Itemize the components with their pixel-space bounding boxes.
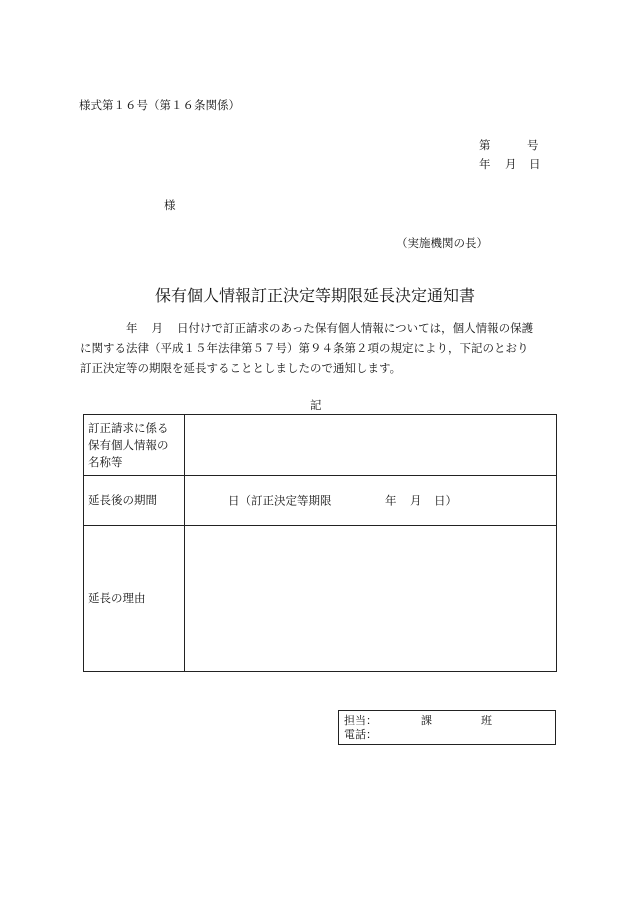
date-year: 年 [479,157,491,171]
contact-han-label: 班 [481,714,492,727]
body-month: 月 [151,321,163,335]
body-line-2: に関する法律（平成１５年法律第５７号）第９４条第２項の規定により，下記のとおり [80,341,529,355]
row2-value[interactable] [185,476,557,526]
notice-table [83,414,557,672]
contact-tanto-label: 担当： [344,714,377,727]
date-day: 日 [529,157,541,171]
period-year: 年 [385,493,397,507]
row1-label-line-2: 保有個人情報の [88,437,169,452]
table-row-extended-period [84,476,557,526]
body-line-1-text: 日付けで訂正請求のあった保有個人情報については，個人情報の保護 [177,321,534,335]
document-title: 保有個人情報訂正決定等期限延長決定通知書 [154,286,475,305]
row3-value[interactable] [185,526,557,672]
contact-phone-label: 電話： [344,728,377,741]
body-line-1 [80,318,560,338]
row2-label: 延長後の期間 [84,476,185,526]
body-year: 年 [126,321,138,335]
doc-number-prefix: 第 [479,138,491,152]
period-month: 月 [410,493,422,507]
contact-box [338,710,556,745]
row1-value[interactable] [185,415,557,476]
addressee-suffix: 様 [164,198,176,212]
form-number: 様式第１６号（第１６条関係） [79,98,240,112]
contact-ka-label: 課 [421,714,432,727]
notice-body [80,318,560,378]
table-row-info-name [84,415,557,476]
row1-label-line-3: 名称等 [88,454,123,469]
row1-label-line-1: 訂正請求に係る [88,420,169,435]
table-row-reason [84,526,557,672]
body-line-3: 訂正決定等の期限を延長することとしましたので通知します。 [80,361,402,375]
row3-label: 延長の理由 [84,526,185,672]
doc-number-suffix: 号 [527,138,539,152]
period-day-deadline: 日（訂正決定等期限 [228,493,332,507]
issuer: （実施機関の長） [396,236,488,250]
row1-label [84,415,185,476]
period-day-close: 日） [434,493,457,507]
ki-heading: 記 [310,398,322,412]
date-month: 月 [505,157,517,171]
